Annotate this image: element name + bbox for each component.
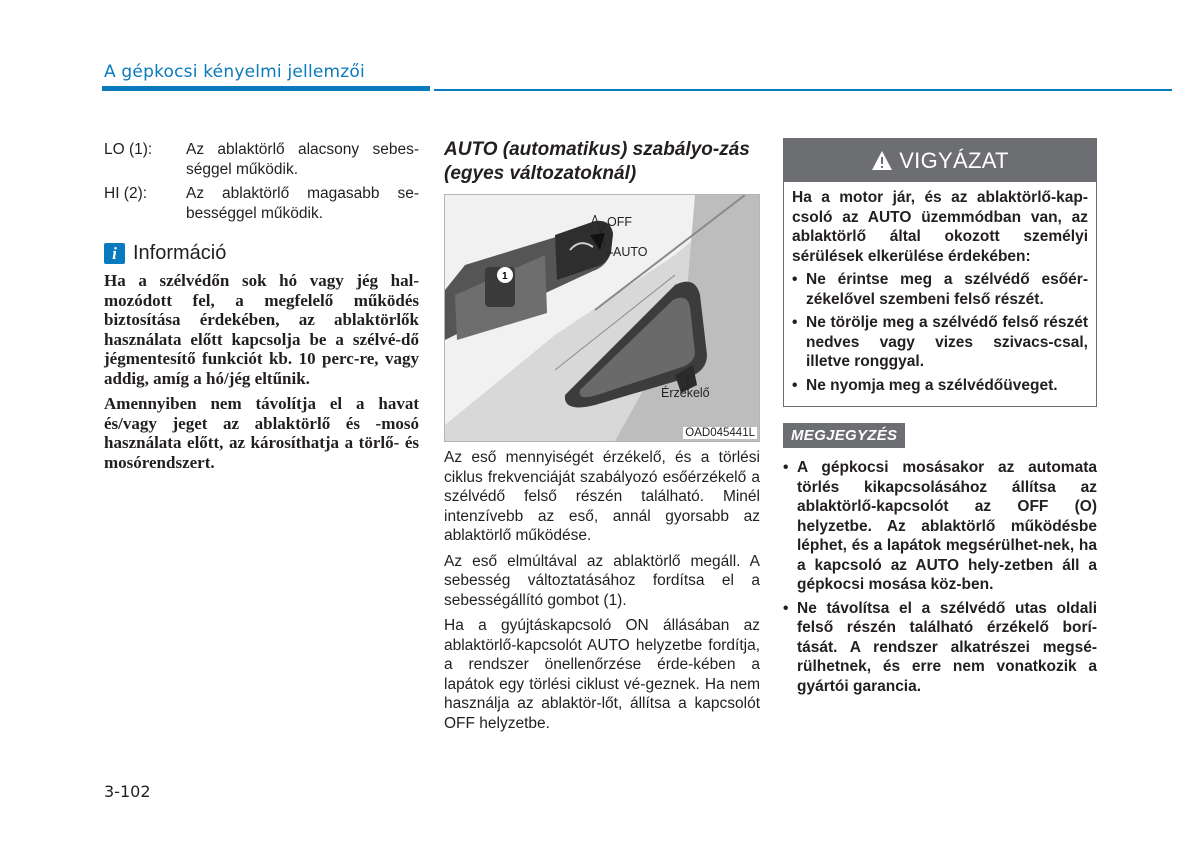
- spec-value: Az ablaktörlő alacsony sebes-séggel működik.: [186, 141, 419, 178]
- header-rule-thin: [434, 89, 1172, 91]
- bullet-dot: •: [792, 314, 798, 331]
- warning-bullet: [792, 270, 1088, 309]
- info-paragraph: Ha a szélvédőn sok hó vagy jég hal-mozódott fel, a megfelelő működés biztosítása érdekében, az ablaktörlők használata előtt kapcsolja be a szélvé-dő jégmentesítő funkciót kb. 10 perc-re, vagy addig, amíg a hó/jég eltűnik.: [104, 271, 419, 388]
- warning-body: [784, 182, 1096, 406]
- warning-triangle-icon: [871, 150, 893, 172]
- figure-code: OAD045441L: [685, 427, 755, 439]
- figure-label-off: OFF: [607, 215, 632, 229]
- info-heading: [104, 242, 419, 265]
- bullet-text: Ne törölje meg a szélvédő felső részét nedves vagy vizes szivacs-csal, illetve ronggyal.: [806, 314, 1088, 370]
- spec-row-hi: [104, 184, 419, 224]
- warning-header: [784, 139, 1096, 182]
- body-paragraph: Ha a gyújtáskapcsoló ON állásában az ablaktörlő-kapcsolót AUTO helyzetbe fordítja, a rendszer önellenőrzése érde-kében a lapátok egy törlési ciklust vé-geznek. Ha nem használja az ablaktör-lőt, állítsa a kapcsolót OFF helyzetbe.: [444, 617, 760, 732]
- column-right: [783, 138, 1097, 700]
- spec-value: Az ablaktörlő magasabb se-bességgel működik.: [186, 185, 419, 222]
- note-bullet: [783, 599, 1097, 697]
- warning-title: VIGYÁZAT: [899, 147, 1009, 173]
- page-header-title: A gépkocsi kényelmi jellemzői: [104, 62, 365, 82]
- info-title: Információ: [133, 242, 227, 264]
- wiper-rain-sensor-figure: [444, 194, 760, 442]
- section-heading: AUTO (automatikus) szabályo-zás (egyes változatoknál): [444, 139, 750, 184]
- spec-key: LO (1):: [104, 141, 153, 158]
- info-paragraph: Amennyiben nem távolítja el a havat és/vagy jeget az ablaktörlő és -mosó használata előtt, az károsíthatja a törlő- és mosórendszert.: [104, 394, 419, 472]
- bullet-dot: •: [783, 459, 789, 476]
- bullet-dot: •: [783, 599, 789, 617]
- bullet-text: A gépkocsi mosásakor az automata törlés kikapcsolásához állítsa az ablaktörlő-kapcsolót az OFF (O) helyzetbe. Az ablaktörlő működésbe léphet, és a lapátok megsérülhet-nek, ha a kapcsoló az AUTO hely-zetben áll a gépkocsi mosása köz-ben.: [797, 459, 1097, 593]
- note-bullet: [783, 458, 1097, 595]
- warning-intro: Ha a motor jár, és az ablaktörlő-kap-csoló az AUTO üzemmódban van, az ablaktörlő által okozott személyi sérülések elkerülése érdekében:: [792, 189, 1088, 265]
- header-rule-thick: [102, 86, 430, 91]
- warning-bullet: [792, 376, 1088, 396]
- warning-bullet: [792, 313, 1088, 372]
- bullet-dot: •: [792, 376, 798, 394]
- column-left: [104, 140, 419, 478]
- page-number: 3-102: [104, 782, 151, 801]
- bullet-text: Ne érintse meg a szélvédő esőér-zékelővel szembeni felső részét.: [806, 271, 1088, 308]
- figure-label-auto: AUTO: [613, 245, 648, 259]
- warning-box: [783, 138, 1097, 407]
- column-middle: [444, 138, 760, 737]
- note-list: [783, 458, 1097, 696]
- spec-key: HI (2):: [104, 185, 148, 202]
- body-paragraph: Az eső mennyiségét érzékelő, és a törlési ciklus frekvenciáját szabályozó esőérzékelő a szélvédő felső részén található. Minél intenzívebb az eső, annál gyorsabb az ablaktörlő működése.: [444, 449, 760, 544]
- note-tag: MEGJEGYZÉS: [783, 423, 905, 448]
- info-icon: i: [104, 243, 125, 264]
- figure-label-sensor: Érzékelő: [661, 386, 710, 400]
- svg-text:1: 1: [502, 271, 508, 282]
- body-paragraph: Az eső elmúltával az ablaktörlő megáll. A sebesség változtatásához fordítsa el a sebességállító gombot (1).: [444, 552, 760, 609]
- bullet-text: Ne távolítsa el a szélvédő utas oldali felső részén található érzékelő borí-tását. A rendszer alkatrészei megsé-rülhetnek, és erre nem vonatkozik a gyártói garancia.: [797, 599, 1097, 695]
- bullet-text: Ne nyomja meg a szélvédőüveget.: [806, 376, 1058, 394]
- figure-illustration: [445, 195, 759, 441]
- bullet-dot: •: [792, 271, 798, 288]
- spec-row-lo: [104, 140, 419, 180]
